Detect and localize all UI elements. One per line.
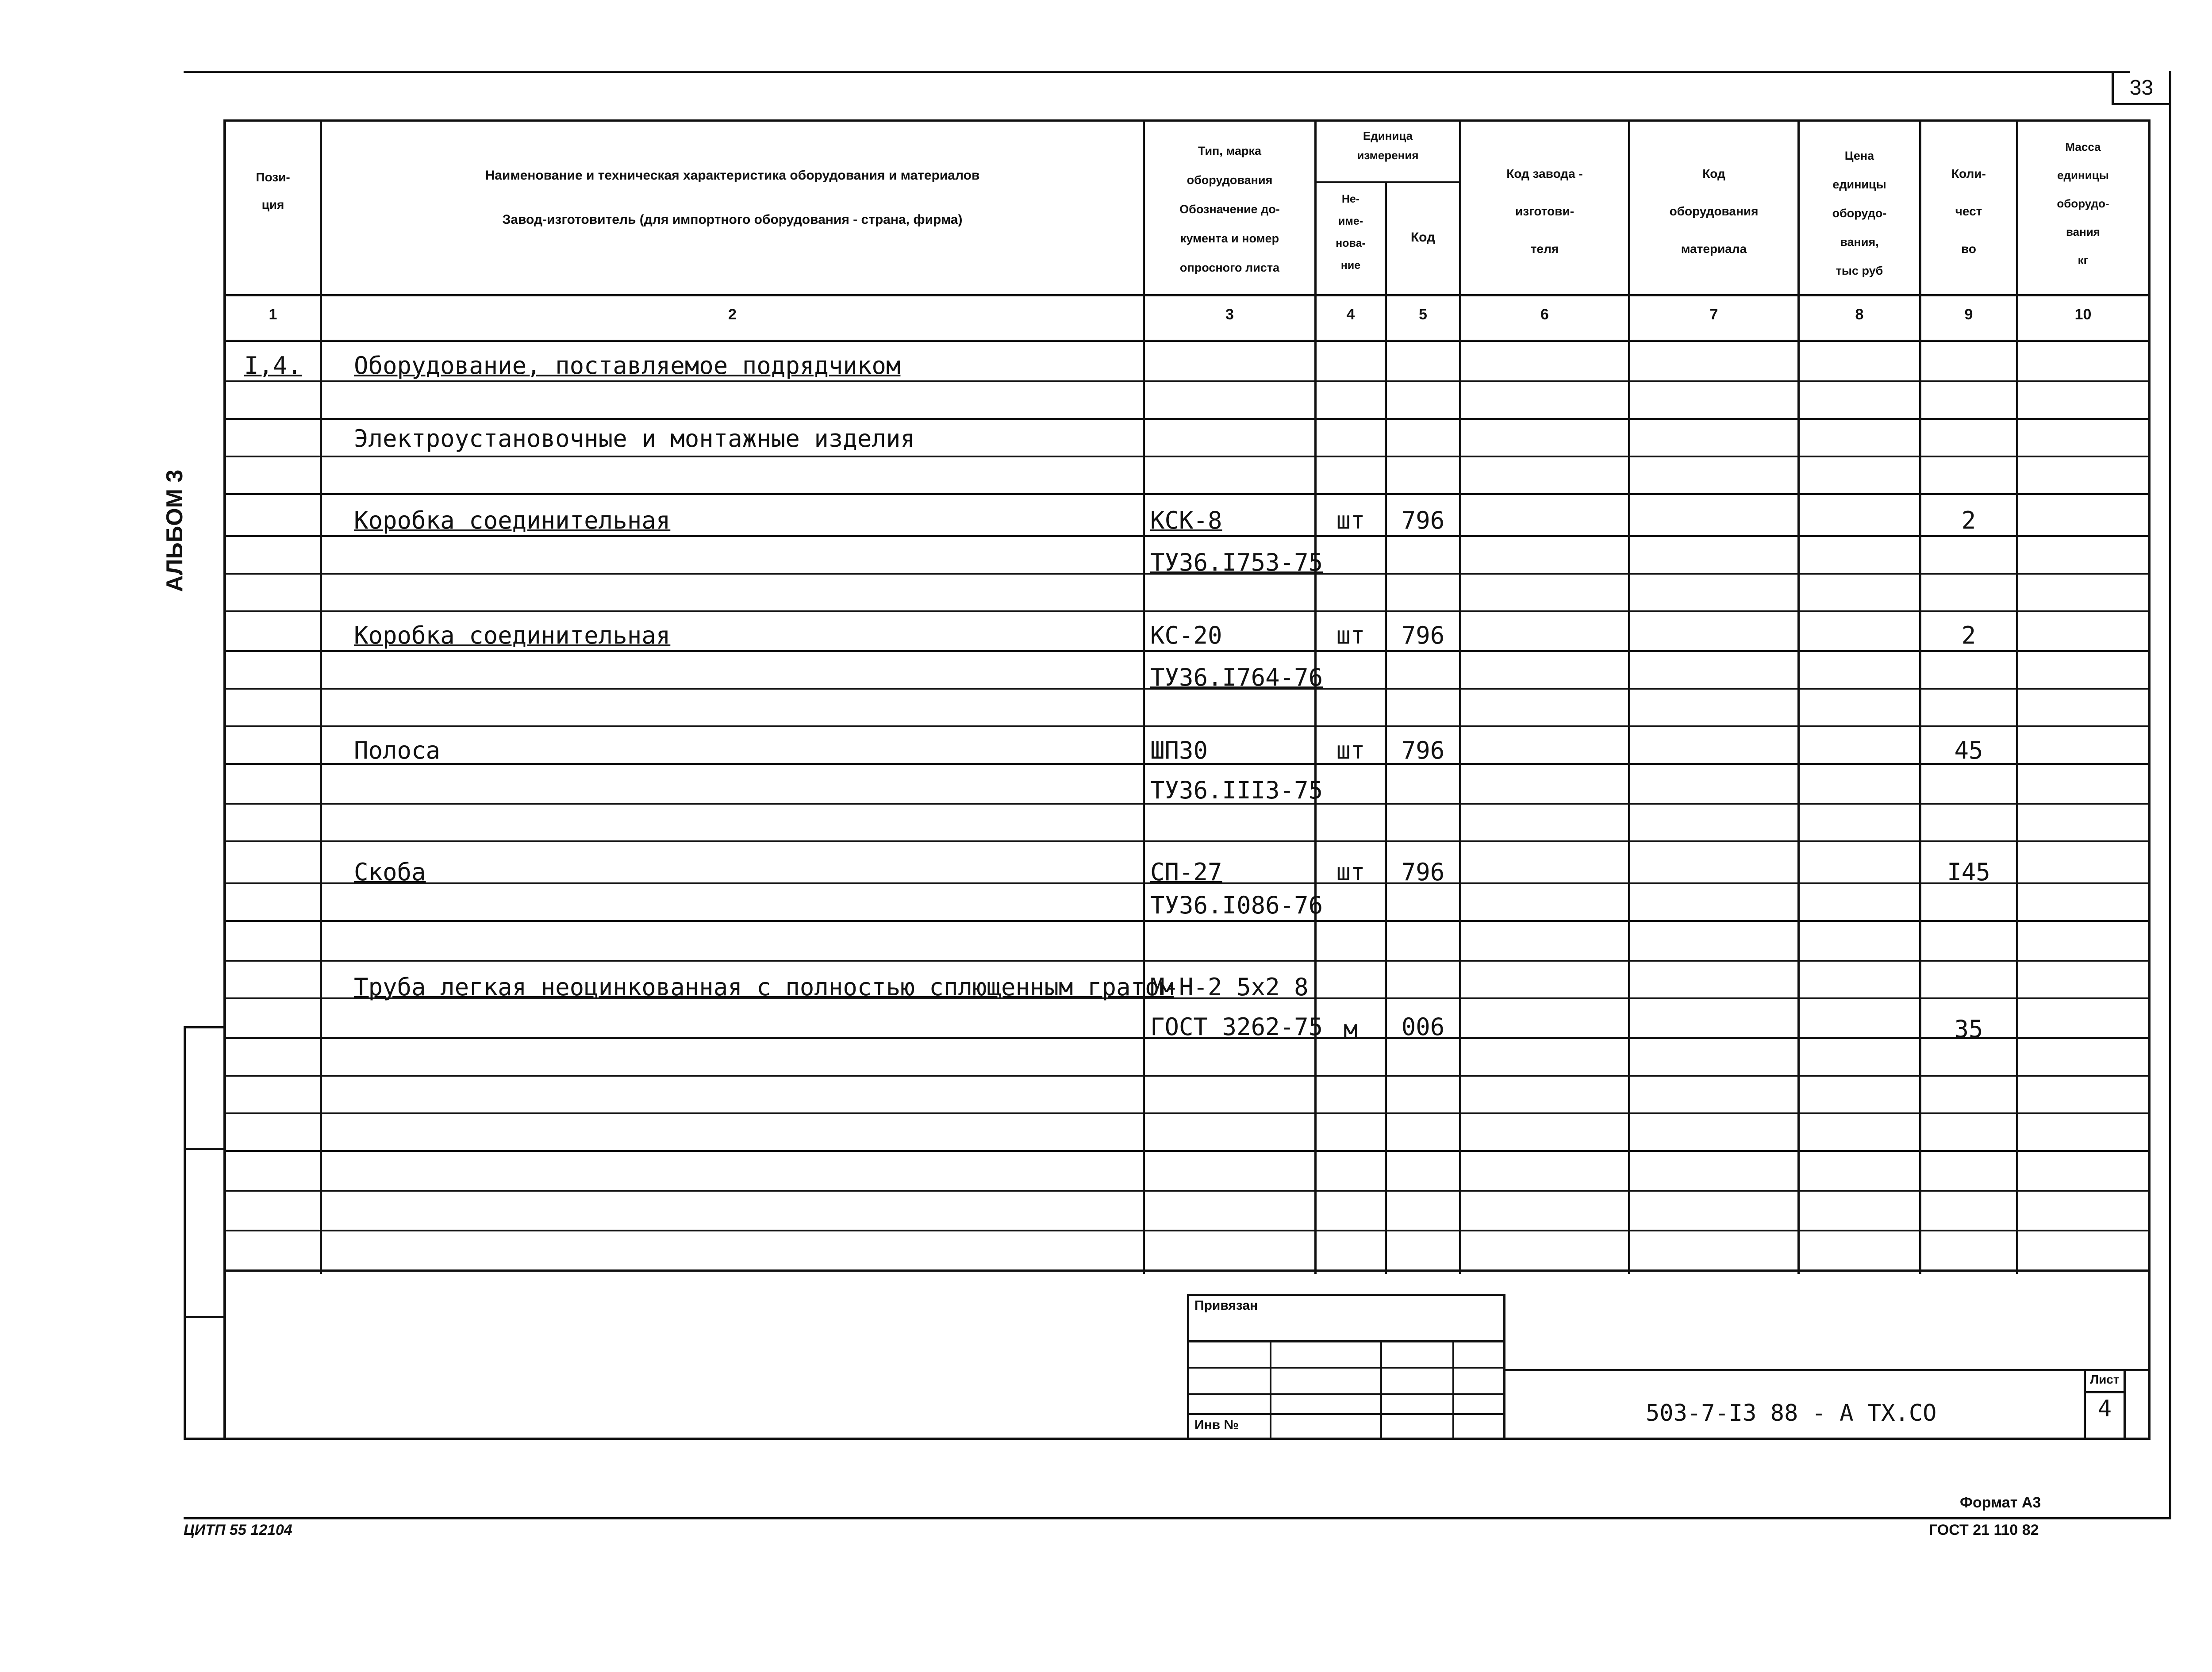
- row-qty: 45: [1954, 736, 1983, 764]
- row-qty: 35: [1954, 1015, 1983, 1043]
- row-qty: I45: [1947, 858, 1990, 886]
- row-rule: [223, 493, 2151, 495]
- page-number-box-bottom: [2112, 103, 2171, 105]
- col-num-9: 9: [1964, 306, 1973, 323]
- header-unit-name: Не- име- нова- ние: [1336, 193, 1366, 272]
- row-unit-code: 796: [1401, 506, 1445, 534]
- col-line-7: [1797, 119, 1800, 1274]
- col-num-8: 8: [1855, 306, 1864, 323]
- row-rule: [223, 610, 2151, 612]
- row-type: ТУ36.I764-76: [1150, 663, 1323, 691]
- row-unit: шт: [1336, 621, 1365, 649]
- row-type: ШП30: [1150, 736, 1208, 764]
- stamp-bound-label: Привязан: [1194, 1298, 1258, 1313]
- row-rule: [223, 1075, 2151, 1077]
- row-type: ТУ36.I086-76: [1150, 891, 1323, 919]
- row-qty: 2: [1961, 506, 1976, 534]
- sheet-number: 4: [2097, 1396, 2112, 1422]
- footer-format: Формат А3: [1960, 1494, 2041, 1511]
- stamp-top: [1187, 1294, 1505, 1296]
- stamp-rule: [1187, 1367, 1505, 1369]
- stamp-rule: [1187, 1340, 1505, 1342]
- album-label: АЛЬБОМ 3: [162, 469, 188, 592]
- row-name: Оборудование, поставляемое подрядчиком: [354, 352, 901, 380]
- footer-code: ЦИТП 55 12104: [184, 1522, 292, 1538]
- row-rule: [223, 1230, 2151, 1231]
- signature-strip-inner: [184, 1026, 186, 1440]
- col-num-4: 4: [1346, 306, 1355, 323]
- header-type: Тип, марка оборудования Обозначение до- кумента и номер опросного листа: [1179, 144, 1280, 274]
- stamp-col: [1380, 1340, 1382, 1440]
- row-unit-code: 006: [1401, 1013, 1445, 1041]
- row-name: Электроустановочные и монтажные изделия: [354, 425, 915, 453]
- row-type: ТУ36.III3-75: [1150, 776, 1323, 804]
- signature-strip: [184, 1026, 226, 1440]
- row-rule: [223, 456, 2151, 457]
- row-rule: [223, 1190, 2151, 1192]
- row-unit: шт: [1336, 736, 1365, 764]
- sheet-box-rule: [2084, 1391, 2126, 1393]
- header-mass: Масса единицы оборудо- вания кг: [2057, 140, 2109, 267]
- row-rule: [223, 960, 2151, 962]
- header-unit-code: Код: [1410, 230, 1436, 245]
- stamp-col: [1270, 1340, 1271, 1440]
- row-name: Полоса: [354, 736, 441, 764]
- col-num-3: 3: [1225, 306, 1234, 323]
- top-rule: [184, 71, 2130, 73]
- col-line-3: [1314, 119, 1317, 1274]
- header-equip-code: Код оборудования материала: [1669, 167, 1759, 256]
- row-unit: м: [1343, 1015, 1358, 1043]
- row-type: ГОСТ 3262-75: [1150, 1013, 1323, 1041]
- title-block-bottom: [226, 1438, 2151, 1440]
- stamp-inv-label: Инв №: [1194, 1418, 1239, 1432]
- col-line-1: [320, 119, 322, 1274]
- row-unit: шт: [1336, 858, 1365, 886]
- numbers-bottom-rule: [223, 340, 2151, 342]
- document-code: 503-7-I3 88 - А ТХ.СО: [1646, 1400, 1937, 1427]
- col-num-2: 2: [728, 306, 737, 323]
- row-rule: [223, 1150, 2151, 1152]
- header-unit: Единица измерения: [1357, 129, 1419, 162]
- col-num-5: 5: [1419, 306, 1427, 323]
- frame-right: [2169, 71, 2171, 1519]
- col-line-4: [1385, 181, 1387, 1274]
- row-name: Скоба: [354, 858, 426, 886]
- stamp-col: [1452, 1340, 1454, 1440]
- row-unit-code: 796: [1401, 736, 1445, 764]
- header-name-line2: Завод-изготовитель (для импортного оборудования - страна, фирма): [502, 212, 963, 227]
- header-position: Пози- ция: [256, 170, 290, 211]
- col-num-6: 6: [1540, 306, 1549, 323]
- row-rule: [223, 840, 2151, 842]
- row-unit-code: 796: [1401, 858, 1445, 886]
- row-position: I,4.: [244, 352, 302, 380]
- col-num-10: 10: [2074, 306, 2092, 323]
- stamp-rule: [1187, 1393, 1505, 1395]
- row-qty: 2: [1961, 621, 1976, 649]
- col-line-5: [1459, 119, 1461, 1274]
- col-line-8: [1919, 119, 1921, 1274]
- row-rule: [223, 920, 2151, 922]
- row-type: КСК-8: [1150, 506, 1222, 534]
- row-name: Труба легкая неоцинкованная с полностью сплющенным гратом: [354, 973, 1174, 1001]
- row-type: ТУ36.I753-75: [1150, 548, 1323, 576]
- row-type: СП-27: [1150, 858, 1222, 886]
- table-body-bottom: [223, 1269, 2151, 1272]
- header-qty: Коли- чест во: [1951, 167, 1986, 256]
- row-rule: [223, 380, 2151, 382]
- row-rule: [223, 535, 2151, 537]
- row-type: М-Н-2 5х2 8: [1150, 973, 1309, 1001]
- header-name-line1: Наименование и техническая характеристика оборудования и материалов: [485, 168, 980, 183]
- row-unit-code: 796: [1401, 621, 1445, 649]
- table-right-border: [2148, 119, 2151, 1440]
- signature-strip-rule: [184, 1316, 226, 1318]
- frame-bottom: [184, 1517, 2171, 1519]
- title-block-top: [1503, 1369, 2148, 1371]
- unit-subheader-rule: [1316, 181, 1461, 183]
- header-price: Цена единицы оборудо- вания, тыс руб: [1832, 149, 1887, 277]
- footer-gost: ГОСТ 21 110 82: [1929, 1522, 2039, 1538]
- row-type: КС-20: [1150, 621, 1222, 649]
- col-line-2: [1143, 119, 1145, 1274]
- col-num-7: 7: [1709, 306, 1718, 323]
- sheet-label: Лист: [2090, 1373, 2120, 1386]
- stamp-rule: [1187, 1413, 1505, 1415]
- row-rule: [223, 725, 2151, 727]
- row-rule: [223, 418, 2151, 420]
- row-unit: шт: [1336, 506, 1365, 534]
- header-bottom-rule: [223, 294, 2151, 296]
- col-line-6: [1628, 119, 1630, 1274]
- col-line-9: [2016, 119, 2018, 1274]
- header-maker-code: Код завода - изготови- теля: [1506, 167, 1583, 256]
- col-num-1: 1: [269, 306, 277, 323]
- row-name: Коробка соединительная: [354, 621, 671, 649]
- row-rule: [223, 1112, 2151, 1114]
- header-top-rule: [223, 119, 2151, 122]
- signature-strip-rule: [184, 1148, 226, 1150]
- page-number: 33: [2129, 76, 2154, 100]
- row-rule: [223, 650, 2151, 652]
- row-name: Коробка соединительная: [354, 506, 671, 534]
